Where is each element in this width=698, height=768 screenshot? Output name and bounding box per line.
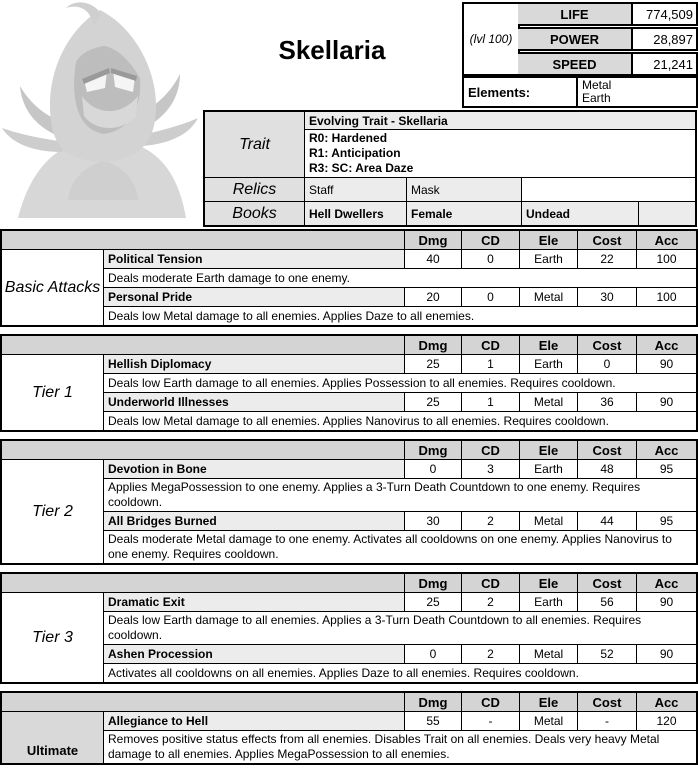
ability-cd: 2 — [462, 645, 519, 663]
stat-label-speed: SPEED — [518, 52, 633, 76]
ability-name: Personal Pride — [104, 288, 404, 306]
column-header-ele: Ele — [520, 693, 577, 711]
tier-label-tier-2: Tier 2 — [2, 460, 103, 563]
section-header-spacer — [2, 693, 404, 711]
tier-label-ultimate: Ultimate — [2, 712, 103, 763]
ability-description: Deals moderate Earth damage to one enemy. — [104, 269, 696, 287]
ability-cd: 1 — [462, 393, 519, 411]
tier-label-tier-1: Tier 1 — [2, 355, 103, 430]
book-hell-dwellers: Hell Dwellers — [305, 202, 406, 225]
ability-name: Ashen Procession — [104, 645, 404, 663]
ability-description: Applies MegaPossession to one enemy. Applies a 3-Turn Death Countdown to one enemy. Requires cooldown. — [104, 479, 696, 511]
ability-cd: 2 — [462, 593, 519, 611]
book-female: Female — [407, 202, 521, 225]
ability-section-tier-3 — [0, 572, 698, 684]
stat-label-power: POWER — [518, 27, 633, 51]
elements-label: Elements: — [462, 76, 578, 108]
level-label: (lvl 100) — [462, 2, 520, 76]
column-header-cost: Cost — [578, 336, 636, 354]
element-metal: Metal — [582, 78, 612, 92]
ability-acc: 90 — [637, 645, 696, 663]
stat-row-power — [518, 27, 698, 51]
ability-ele: Earth — [520, 355, 577, 373]
trait-row-label: Trait — [205, 112, 304, 177]
stat-value-speed: 21,241 — [633, 52, 698, 76]
ability-name: Underworld Illnesses — [104, 393, 404, 411]
column-header-dmg: Dmg — [405, 574, 461, 592]
section-header-spacer — [2, 441, 404, 459]
ability-ele: Metal — [520, 512, 577, 530]
column-header-cd: CD — [462, 441, 519, 459]
ability-name: Devotion in Bone — [104, 460, 404, 478]
ability-ele: Metal — [520, 288, 577, 306]
column-header-dmg: Dmg — [405, 693, 461, 711]
elements-values — [578, 76, 698, 108]
book-undead: Undead — [522, 202, 638, 225]
ability-ele: Metal — [520, 393, 577, 411]
section-header-spacer — [2, 231, 404, 249]
column-header-cost: Cost — [578, 574, 636, 592]
ability-cost: 56 — [578, 593, 636, 611]
page-title: Skellaria — [278, 35, 386, 65]
ability-cost: 48 — [578, 460, 636, 478]
column-header-dmg: Dmg — [405, 441, 461, 459]
ability-cost: - — [578, 712, 636, 730]
column-header-acc: Acc — [637, 441, 696, 459]
ability-cost: 52 — [578, 645, 636, 663]
ability-cost: 30 — [578, 288, 636, 306]
books-row-label: Books — [205, 202, 304, 225]
ability-cd: 0 — [462, 288, 519, 306]
ability-description: Deals low Earth damage to all enemies. Applies Possession to all enemies. Requires cooldown. — [104, 374, 696, 392]
column-header-dmg: Dmg — [405, 231, 461, 249]
ability-acc: 90 — [637, 593, 696, 611]
column-header-cd: CD — [462, 336, 519, 354]
tier-label-tier-3: Tier 3 — [2, 593, 103, 682]
column-header-ele: Ele — [520, 336, 577, 354]
ability-cost: 22 — [578, 250, 636, 268]
ability-description: Activates all cooldowns on all enemies. Applies Daze to all enemies. Requires cooldown. — [104, 664, 696, 682]
ability-dmg: 20 — [405, 288, 461, 306]
ability-cd: 2 — [462, 512, 519, 530]
ability-cd: 1 — [462, 355, 519, 373]
ability-ele: Earth — [520, 250, 577, 268]
tier-label-basic-attacks: Basic Attacks — [2, 250, 103, 325]
ability-ele: Earth — [520, 593, 577, 611]
ability-dmg: 25 — [405, 355, 461, 373]
column-header-cost: Cost — [578, 693, 636, 711]
column-header-acc: Acc — [637, 693, 696, 711]
column-header-dmg: Dmg — [405, 336, 461, 354]
trait-rank-0: R0: Hardened — [309, 131, 388, 145]
elements-row — [462, 76, 698, 108]
ability-dmg: 25 — [405, 393, 461, 411]
ability-name: Political Tension — [104, 250, 404, 268]
ability-description: Deals moderate Metal damage to one enemy. Activates all cooldowns on one enemy. Applies Nanovirus to one enemy. Requires cooldown. — [104, 531, 696, 563]
stat-value-power: 28,897 — [633, 27, 698, 51]
relic-staff: Staff — [305, 178, 406, 201]
column-header-cost: Cost — [578, 441, 636, 459]
column-header-cd: CD — [462, 693, 519, 711]
ability-section-tier-2 — [0, 439, 698, 565]
ability-ele: Metal — [520, 645, 577, 663]
trait-ranks — [305, 130, 695, 177]
ability-acc: 100 — [637, 250, 696, 268]
stat-row-life — [518, 2, 698, 26]
ability-description: Deals low Metal damage to all enemies. Applies Nanovirus to all enemies. Requires cooldown. — [104, 412, 696, 430]
stats-block — [462, 2, 698, 108]
ability-name: All Bridges Burned — [104, 512, 404, 530]
column-header-acc: Acc — [637, 574, 696, 592]
profile-table — [203, 110, 697, 227]
section-header-spacer — [2, 336, 404, 354]
ability-ele: Metal — [520, 712, 577, 730]
column-header-ele: Ele — [520, 231, 577, 249]
section-header-spacer — [2, 574, 404, 592]
ability-acc: 90 — [637, 355, 696, 373]
books-empty-cell — [639, 202, 695, 225]
ability-name: Allegiance to Hell — [104, 712, 404, 730]
ability-dmg: 30 — [405, 512, 461, 530]
ability-cost: 36 — [578, 393, 636, 411]
relics-empty-cell — [522, 178, 695, 201]
trait-rank-2: R3: SC: Area Daze — [309, 161, 414, 175]
ability-name: Dramatic Exit — [104, 593, 404, 611]
ability-section-tier-1 — [0, 334, 698, 432]
relic-mask: Mask — [407, 178, 521, 201]
column-header-cd: CD — [462, 574, 519, 592]
ability-dmg: 55 — [405, 712, 461, 730]
ability-section-basic-attacks — [0, 229, 698, 327]
ability-dmg: 25 — [405, 593, 461, 611]
ability-cost: 0 — [578, 355, 636, 373]
ability-cost: 44 — [578, 512, 636, 530]
column-header-acc: Acc — [637, 231, 696, 249]
trait-title: Evolving Trait - Skellaria — [305, 112, 695, 129]
ability-acc: 120 — [637, 712, 696, 730]
stat-label-life: LIFE — [518, 2, 633, 26]
ability-dmg: 0 — [405, 460, 461, 478]
ability-cd: - — [462, 712, 519, 730]
ability-ele: Earth — [520, 460, 577, 478]
stat-value-life: 774,509 — [633, 2, 698, 26]
ability-description: Deals low Metal damage to all enemies. Applies Daze to all enemies. — [104, 307, 696, 325]
ability-dmg: 0 — [405, 645, 461, 663]
column-header-ele: Ele — [520, 574, 577, 592]
ability-description: Deals low Earth damage to all enemies. Applies a 3-Turn Death Countdown to all enemies. Requires cooldown. — [104, 612, 696, 644]
ability-dmg: 40 — [405, 250, 461, 268]
ability-description: Removes positive status effects from all enemies. Disables Trait on all enemies. Deals very heavy Metal damage to all enemies. Applies MegaPossession to all enemies. — [104, 731, 696, 763]
ability-section-ultimate — [0, 691, 698, 765]
stat-row-speed — [518, 52, 698, 76]
ability-acc: 90 — [637, 393, 696, 411]
column-header-ele: Ele — [520, 441, 577, 459]
ability-cd: 3 — [462, 460, 519, 478]
column-header-cd: CD — [462, 231, 519, 249]
trait-rank-1: R1: Anticipation — [309, 146, 401, 160]
column-header-acc: Acc — [637, 336, 696, 354]
column-header-cost: Cost — [578, 231, 636, 249]
ability-acc: 95 — [637, 512, 696, 530]
ability-acc: 95 — [637, 460, 696, 478]
element-earth: Earth — [582, 91, 611, 105]
ability-name: Hellish Diplomacy — [104, 355, 404, 373]
header-area — [0, 0, 698, 228]
ability-cd: 0 — [462, 250, 519, 268]
ability-acc: 100 — [637, 288, 696, 306]
relics-row-label: Relics — [205, 178, 304, 201]
character-portrait — [0, 0, 205, 218]
